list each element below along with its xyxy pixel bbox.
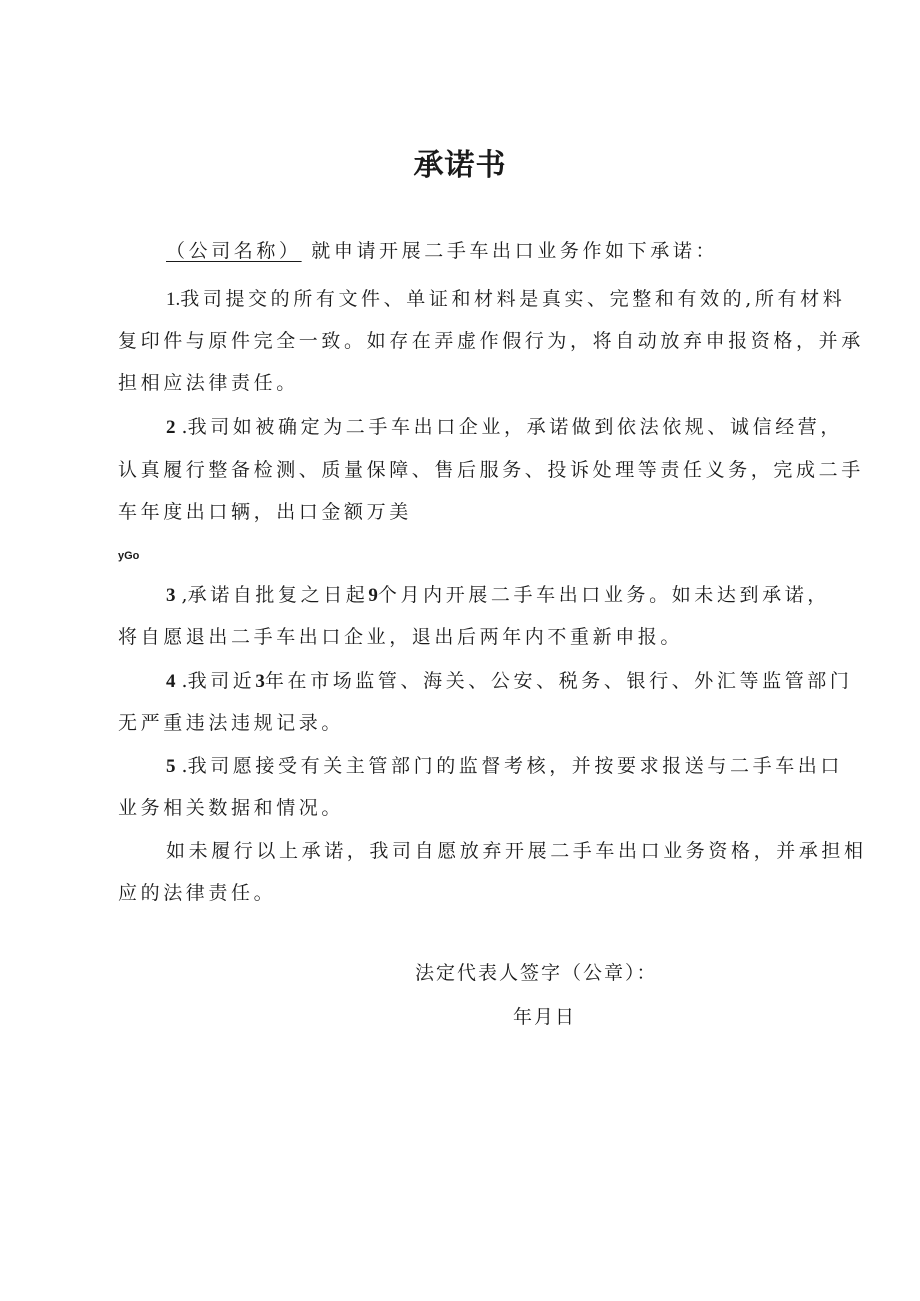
intro-text: 就申请开展二手车出口业务作如下承诺：: [311, 240, 719, 262]
document-title: 承诺书: [413, 148, 507, 183]
item1-text1: 我司提交的所有文件、单证和材料是真实、完整和有效的,所有材料: [180, 288, 846, 310]
item5-line2: 业务相关数据和情况。: [118, 797, 345, 819]
item2-text1: 我司如被确定为二手车出口企业，承诺做到依法依规、诚信经营，: [187, 416, 843, 438]
item1-number: 1.: [166, 289, 181, 310]
item5-text1: 我司愿接受有关主管部门的监督考核，并按要求报送与二手车出口: [187, 755, 843, 777]
item5-line1: [166, 751, 843, 778]
item3-line1: [166, 580, 830, 607]
signature-line: 法定代表人签字（公章）：: [415, 962, 658, 984]
intro-line: [166, 236, 718, 263]
item3-separator: ,: [175, 584, 188, 606]
date-line: 年月日: [513, 1006, 577, 1028]
item4-years: 3: [255, 671, 265, 692]
item5-separator: .: [175, 755, 188, 777]
item4-text1b: 年在市场监管、海关、公安、税务、银行、外汇等监管部门: [264, 670, 853, 692]
closing-line2: 应的法律责任。: [118, 882, 277, 904]
item3-months: 9: [368, 585, 378, 606]
item2-line2: 认真履行整备检测、质量保障、售后服务、投诉处理等责任义务，完成二手: [118, 459, 864, 481]
company-name-placeholder: （公司名称）: [166, 240, 302, 262]
item2-line1: [166, 412, 843, 439]
item3-text1b: 个月内开展二手车出口业务。如未达到承诺，: [377, 584, 830, 606]
stray-text: yGo: [118, 550, 140, 562]
item4-line2: 无严重违法违规记录。: [118, 712, 345, 734]
item2-line3: 车年度出口辆，出口金额万美: [118, 501, 412, 523]
item2-separator: .: [175, 416, 188, 438]
item5-number: 5: [166, 756, 176, 777]
item4-text1a: 我司近: [187, 670, 256, 692]
item3-number: 3: [166, 585, 176, 606]
item1-line3: 担相应法律责任。: [118, 372, 299, 394]
item3-text1a: 承诺自批复之日起: [187, 584, 369, 606]
closing-line1: 如未履行以上承诺，我司自愿放弃开展二手车出口业务资格，并承担相: [166, 840, 867, 862]
item2-number: 2: [166, 417, 176, 438]
item4-line1: [166, 666, 853, 693]
item1-line2: 复印件与原件完全一致。如存在弄虚作假行为，将自动放弃申报资格，并承: [118, 330, 864, 352]
item1-line1: [166, 284, 845, 311]
item4-number: 4: [166, 671, 176, 692]
item4-separator: .: [175, 670, 188, 692]
item3-line2: 将自愿退出二手车出口企业，退出后两年内不重新申报。: [118, 626, 684, 648]
